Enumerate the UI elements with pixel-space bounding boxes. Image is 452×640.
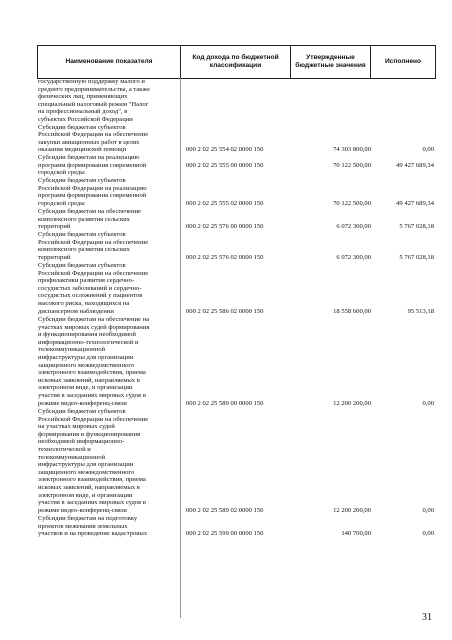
row-executed: 0,00	[422, 146, 434, 153]
row-code: 000 2 02 25 555 00 0000 150	[186, 162, 264, 169]
row-name: Субсидии бюджетам на подготовку проектов межевания земельных участков и на проведение кадастровых	[38, 515, 148, 538]
row-code: 000 2 02 25 589 02 0000 150	[186, 507, 264, 514]
row-executed: 0,00	[422, 400, 434, 407]
row-executed: 5 767 028,18	[399, 223, 434, 230]
row-approved: 6 072 300,00	[336, 254, 371, 261]
row-code: 000 2 02 25 576 02 0000 150	[186, 254, 264, 261]
row-approved: 18 558 600,00	[333, 308, 371, 315]
row-approved: 140 700,00	[341, 530, 371, 537]
page-number: 31	[422, 612, 432, 623]
row-code: 000 2 02 25 554 02 0000 150	[186, 146, 264, 153]
row-code: 000 2 02 25 599 00 0000 150	[186, 530, 264, 537]
row-approved: 12 200 200,00	[333, 400, 371, 407]
row-approved: 74 303 800,00	[333, 146, 371, 153]
row-executed: 49 427 689,34	[396, 200, 434, 207]
row-executed: 95 513,18	[407, 308, 434, 315]
header-code: Код дохода по бюджетной классификации	[181, 46, 291, 79]
row-name: Субсидии бюджетам субъектов Российской Федерации на обеспечение комплексного развития сельских территорий	[38, 231, 149, 261]
row-name: Субсидии бюджетам субъектов Российской Федерации на обеспечение профилактики развития сердечно- сосудистых заболеваний и сердечно- сосудистых осложнений у пациентов высокого риска, находящихся на диспансерном наблюдении	[38, 262, 149, 315]
row-executed: 49 427 689,34	[396, 162, 434, 169]
row-name: Субсидии бюджетам субъектов Российской Федерации на реализацию программ формирования современной городской среды	[38, 177, 147, 207]
row-code: 000 2 02 25 576 00 0000 150	[186, 223, 264, 230]
table-header	[37, 45, 436, 79]
row-name: Субсидии бюджетам на реализацию программ формирования современной городской среды	[38, 154, 147, 177]
row-code: 000 2 02 25 586 02 0000 150	[186, 308, 264, 315]
row-executed: 5 767 028,18	[399, 254, 434, 261]
row-approved: 6 072 300,00	[336, 223, 371, 230]
row-code: 000 2 02 25 555 02 0000 150	[186, 200, 264, 207]
header-executed: Исполнено	[371, 46, 436, 79]
header-approved: Утвержденные бюджетные значения	[291, 46, 371, 79]
row-approved: 70 122 500,00	[333, 162, 371, 169]
row-approved: 70 122 500,00	[333, 200, 371, 207]
row-name: Субсидии бюджетам субъектов Российской Федерации на обеспечение на участках мировых судей формирования и функционирования необходимой информационно- технологической и телекоммуникационной инфраструктуры для организации защищенного межведомственного электронного взаимодействия, приема исковых заявлений, направляемых в электронном виде, и организации участия в заседаниях мировых судов в режиме видео-конференц-связи	[38, 408, 149, 514]
table-body	[37, 78, 435, 618]
row-name: Субсидии бюджетам на обеспечение на участках мировых судей формирования и функционирования необходимой информационно-технологической и телекоммуникационной инфраструктуры для организации защищенного межведомственного электронного взаимодействия, приема исковых заявлений, направляемых в электронном виде, и организации участия в заседаниях мировых судов в режиме видео-конференц-связи	[38, 316, 150, 407]
row-code: 000 2 02 25 589 00 0000 150	[186, 400, 264, 407]
row-name: государственную поддержку малого и среднего предпринимательства, а также физических лиц, применяющих специальный налоговый режим "Налог на профессиональный доход", в субъектах Российской Федерации Субсидии бюджетам субъектов Российской Федерации на обеспечение закупки авиационных работ в целях оказания медицинской помощи	[38, 78, 150, 154]
row-executed: 0,00	[422, 530, 434, 537]
row-executed: 0,00	[422, 507, 434, 514]
header-name: Наименование показателя	[38, 46, 181, 79]
row-name: Субсидии бюджетам на обеспечение комплексного развития сельских территорий	[38, 208, 141, 231]
row-approved: 12 200 200,00	[333, 507, 371, 514]
